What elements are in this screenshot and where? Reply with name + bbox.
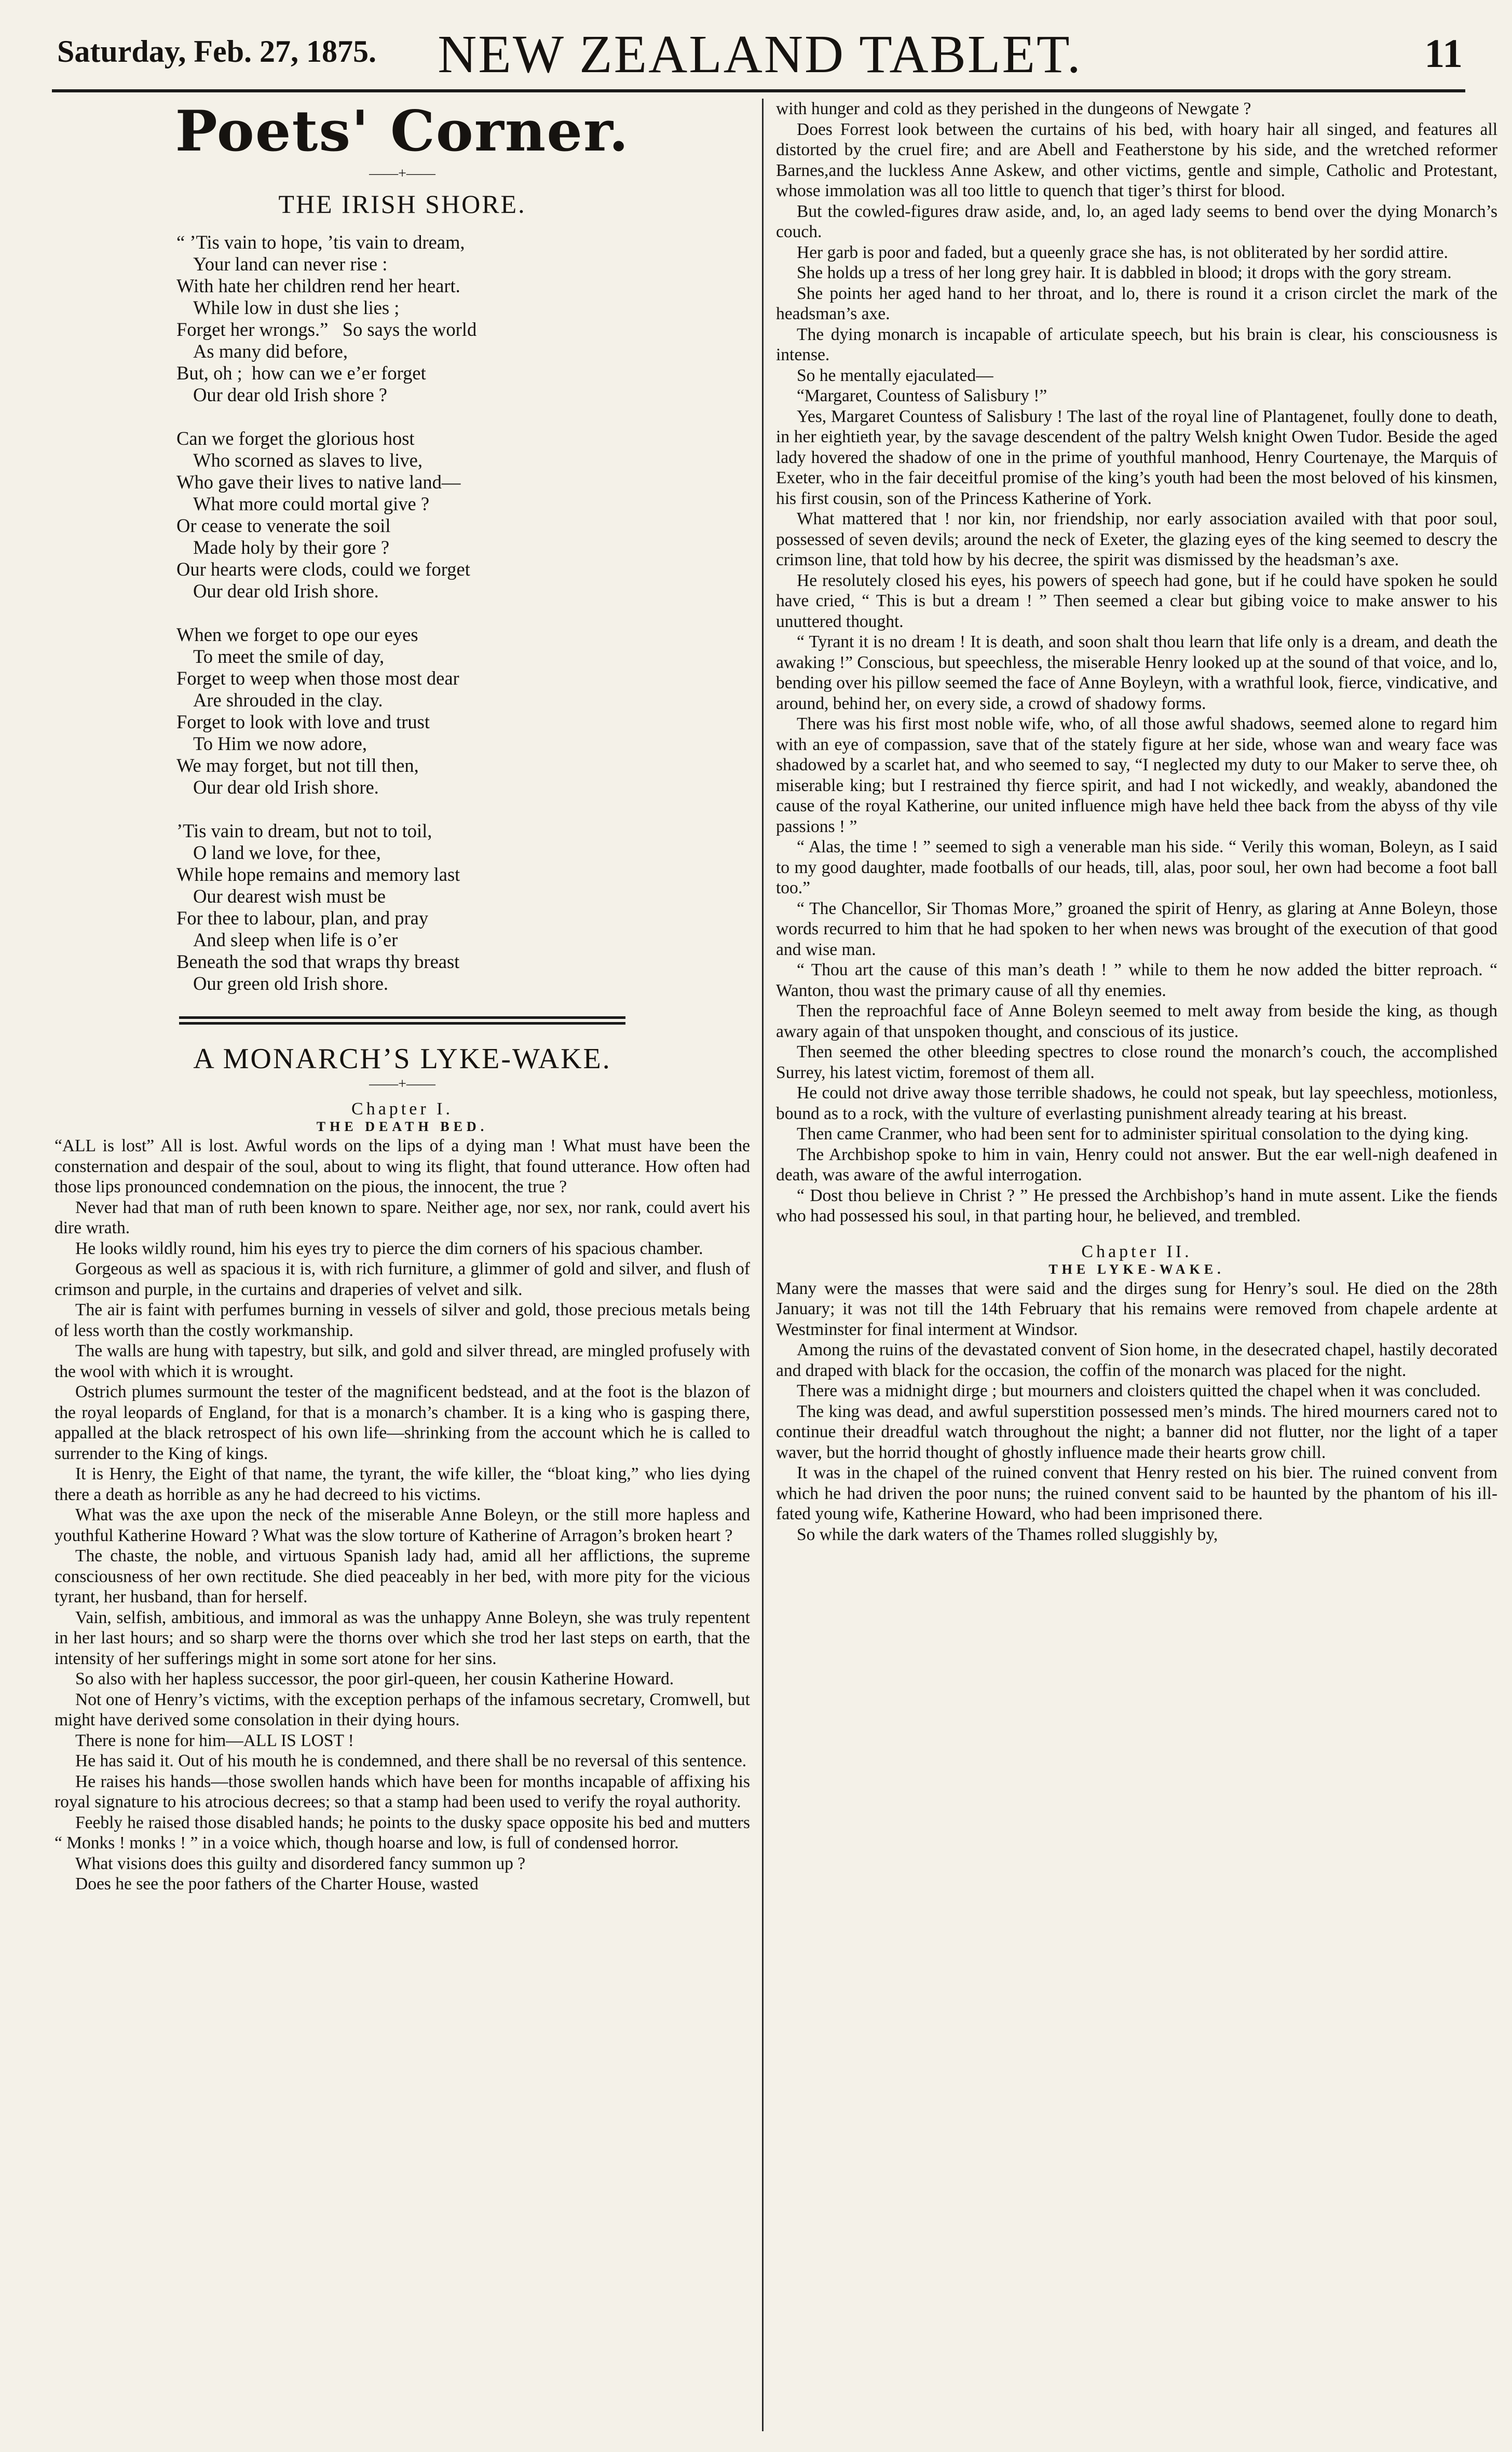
poem-line: While hope remains and memory last [176,864,460,885]
paragraph: Gorgeous as well as spacious it is, with rich furniture, a glimmer of gold and silver, and flush of crimson and purple, in the curtains and draperies of velvet and silk. [55,1259,750,1299]
paragraph: Does he see the poor fathers of the Charter House, wasted [75,1874,479,1894]
paragraph: Never had that man of ruth been known to spare. Neither age, nor sex, nor rank, could avert his dire wrath. [55,1197,750,1237]
chapter-two-subheading: THE LYKE-WAKE. [1048,1261,1225,1277]
story-text-right [776,99,1497,1227]
poem-line: As many did before, [193,340,348,362]
poem-line: Forget to look with love and trust [176,711,430,732]
chapter-two-heading: Chapter II. [1081,1242,1192,1261]
paragraph: It was in the chapel of the ruined convent that Henry rested on his bier. The ruined convent from which he had driven the poor nuns; the ruined convent said to be haunted by the phantom of his ill-fated young wife, Katherine Howard, who had been imprisoned there. [776,1463,1497,1523]
poem-line: With hate her children rend her heart. [176,275,460,296]
paragraph: Not one of Henry’s victims, with the exception perhaps of the infamous secretary, Cromwell, but might have derived some consolation in their dying hours. [55,1690,750,1729]
paragraph: Then the reproachful face of Anne Boleyn seemed to melt away from beside the king, as though awary again of that unspoken thought, and conscious of its justice. [776,1001,1497,1041]
paragraph: She holds up a tress of her long grey hair. It is dabbled in blood; it drops with the gory stream. [797,263,1452,282]
paragraph: “ALL is lost” All is lost. Awful words on the lips of a dying man ! What must have been the consternation and despair of the soul, about to wing its flight, that found utterance. How often had those lips pronounced condemnation on the pious, the innocent, the true ? [55,1136,750,1196]
paragraph: Vain, selfish, ambitious, and immoral as was the unhappy Anne Boleyn, she was truly repentent in her last hours; and so sharp were the thorns over which she trod her last steps on earth, that the intensity of her sufferings might in some sort atone for her sins. [55,1608,750,1668]
poem-title: THE IRISH SHORE. [278,189,526,219]
poem-line: And sleep when life is o’er [193,929,398,950]
paragraph: But the cowled-figures draw aside, and, lo, an aged lady seems to bend over the dying Monarch’s couch. [776,201,1497,241]
masthead-title: NEW ZEALAND TABLET. [438,24,1082,84]
poem-line: Our dearest wish must be [193,886,386,907]
paragraph: Feebly he raised those disabled hands; he points to the dusky space opposite his bed and mutters “ Monks ! monks ! ” in a voice which, though hoarse and low, is full of condensed horror. [55,1813,750,1852]
paragraph: “ Thou art the cause of this man’s death ! ” while to them he now added the bitter reproach. “ Wanton, thou wast the primary cause of all thy enemies. [776,960,1497,1000]
paragraph: It is Henry, the Eight of that name, the tyrant, the wife killer, the “bloat king,” who lies dying there a death as horrible as any he had decreed to his victims. [55,1464,750,1504]
paragraph: He raises his hands—those swollen hands which have been for months incapable of affixing his royal signature to his atrocious decrees; so that a stamp had been used to verify the royal authority. [55,1772,750,1811]
paragraph: Yes, Margaret Countess of Salisbury ! The last of the royal line of Plantagenet, foully done to death, in her eightieth year, by the savage descendent of the paltry Welsh knight Owen Tudor. Beside the aged lady hovered the shadow of one in the prime of youthful manhood, Henry Courtenaye, the Marquis of Exeter, who in the fair deceitful promise of the king’s youth had been the most beloved of his kinsmen, his first cousin, son of the Princess Katherine of York. [776,406,1497,508]
paragraph: “Margaret, Countess of Salisbury !” [797,386,1047,405]
paragraph: Among the ruins of the devastated convent of Sion home, in the desecrated chapel, hastily decorated and draped with black for the occasion, the coffin of the monarch was placed for the night. [776,1340,1497,1380]
paragraph: There was a midnight dirge ; but mourners and cloisters quitted the chapel when it was concluded. [797,1381,1481,1400]
poem-line: Or cease to venerate the soil [176,515,391,536]
paragraph: There is none for him—ALL IS LOST ! [75,1731,354,1750]
poem-line: To Him we now adore, [193,733,367,754]
poem-line: For thee to labour, plan, and pray [176,907,429,929]
story-ornament-rule: ——+—— [369,1076,435,1092]
left-column [55,99,750,2436]
poem-line: O land we love, for thee, [193,842,381,863]
paragraph: The dying monarch is incapable of articulate speech, but his brain is clear, his consciousness is intense. [776,324,1497,364]
paragraph: with hunger and cold as they perished in the dungeons of Newgate ? [776,99,1251,118]
poem-line: Who scorned as slaves to live, [193,449,423,471]
paragraph: He resolutely closed his eyes, his powers of speech had gone, but if he could have spoken he sould have cried, “ This is but a dream ! ” Then seemed a clear but gibing voice to make answer to his unuttered thought. [776,570,1497,631]
paragraph: Her garb is poor and faded, but a queenly grace she has, is not obliterated by her sordid attire. [797,242,1448,262]
paragraph: “ The Chancellor, Sir Thomas More,” groaned the spirit of Henry, as glaring at Anne Boleyn, those words recurred to him that he had spoken to her when news was brought of the execution of that good and wise man. [776,898,1497,959]
paragraph: The king was dead, and awful superstition possessed men’s minds. The hired mourners cared not to continue their dreadful watch throughout the night; a banner did not flutter, nor the light of a taper waver, but the horrid thought of ghostly influence made their hearts grow chill. [776,1401,1497,1462]
header-rule [52,89,1465,92]
story-text-left [55,1136,750,1895]
ornament-rule: ——+—— [369,166,435,182]
poem-line: Beneath the sod that wraps thy breast [176,951,460,972]
poem-line: Are shrouded in the clay. [193,689,383,711]
poem-line: Our dear old Irish shore. [193,580,379,602]
paragraph: So while the dark waters of the Thames rolled sluggishly by, [797,1524,1218,1544]
poem-line: When we forget to ope our eyes [176,624,418,645]
paragraph: So he mentally ejaculated— [797,365,993,385]
chapter-heading: Chapter I. [351,1099,453,1119]
right-column [776,99,1497,2436]
poem-stanza [176,624,750,798]
poem-line: Your land can never rise : [193,253,388,275]
paragraph: The air is faint with perfumes burning in vessels of silver and gold, those precious metals being of less worth than the costly workmanship. [55,1300,750,1340]
paragraph: Ostrich plumes surmount the tester of the magnificent bedstead, and at the foot is the blazon of the royal leopards of England, for that is a monarch’s chamber. It is a king who is gasping there, appalled at the black retrospect of his own life—shrinking from the account which he is called to surrender to the King of kings. [55,1382,750,1463]
poem-line: Made holy by their gore ? [193,537,390,558]
poem-line: Can we forget the glorious host [176,428,415,449]
poem-line: While low in dust she lies ; [193,297,400,318]
paragraph: He could not drive away those terrible shadows, he could not speak, but lay speechless, motionless, bound as to a rock, with the vulture of everlasting punishment already tearing at his breast. [776,1083,1497,1123]
poem-line: ’Tis vain to dream, but not to toil, [176,820,432,841]
poem-line: Our dear old Irish shore ? [193,384,388,405]
poets-corner-heading: Poets' Corner. [175,99,630,164]
paragraph: What was the axe upon the neck of the miserable Anne Boleyn, or the still more hapless and youthful Katherine Howard ? What was the slow torture of Katherine of Arragon’s broken heart ? [55,1505,750,1545]
page-header [57,21,1463,88]
poem-line: Forget to weep when those most dear [176,668,459,689]
poem-line: Who gave their lives to native land— [176,471,461,493]
paragraph: “ Alas, the time ! ” seemed to sigh a venerable man his side. “ Verily this woman, Boleyn, as I said to my good daughter, made footballs of our heads, till, alas, poor soul, her own had become a foot ball too.” [776,837,1497,897]
paragraph: Many were the masses that were said and the dirges sung for Henry’s soul. He died on the 28th January; it was not till the 14th February that his remains were removed from chapele ardente at Westminster for final interment at Windsor. [776,1278,1497,1339]
paragraph: “ Tyrant it is no dream ! It is death, and soon shalt thou learn that life only is a dream, and death the awaking !” Conscious, but speechless, the miserable Henry looked up at the sound of that voice, and lo, bending over his pillow seemed the face of Anne Boyleyn, with a wrathful look, fierce, vindicative, and around, behind her, on every side, a crowd of shadowy forms. [776,632,1497,713]
paragraph: Then seemed the other bleeding spectres to close round the monarch’s couch, the accomplished Surrey, his latest victim, foremost of them all. [776,1042,1497,1082]
poem-line: Our hearts were clods, could we forget [176,558,470,580]
paragraph: There was his first most noble wife, who, of all those awful shadows, seemed alone to regard him with an eye of compassion, save that of the stately figure at her side, whose wan and weary face was shadowed by a scarlet hat, and who seemed to say, “I neglected my duty to our Maker to serve thee, oh miserable king; but I restrained thy fierce spirit, and had I not wickedly, and weakly, abandoned the cause of the royal Katherine, our united influence migh have held thee back from the abyss of thy vile passions ! ” [776,714,1497,836]
chapter-subheading: THE DEATH BED. [316,1119,488,1134]
poem-line: But, oh ; how can we e’er forget [176,362,426,384]
poem-line: “ ’Tis vain to hope, ’tis vain to dream, [176,231,465,253]
poem-body [176,231,750,995]
poem-stanza [176,231,750,406]
paragraph: The chaste, the noble, and virtuous Spanish lady had, amid all her afflictions, the supreme consciousness of her own rectitude. She died peaceably in her bed, with more pity for the vicious tyrant, her husband, than for herself. [55,1546,750,1606]
story-title: A MONARCH’S LYKE-WAKE. [193,1043,611,1075]
paragraph: Does Forrest look between the curtains of his bed, with hoary hair all singed, and features all distorted by the cruel fire; and are Abell and Featherstone by his side, and the wretched reformer Barnes,and the luckless Anne Askew, and other victims, gentle and simple, Catholic and Protestant, whose immolation was all too little to quench that tiger’s thirst for blood. [776,119,1497,200]
paragraph: “ Dost thou believe in Christ ? ” He pressed the Archbishop’s hand in mute assent. Like the fiends who had possessed his soul, in that parting hour, he believed, and trembled. [776,1186,1497,1225]
poem-line: To meet the smile of day, [193,646,385,667]
poem-line: We may forget, but not till then, [176,755,419,776]
column-divider [762,99,764,2431]
poem-line: What more could mortal give ? [193,493,430,514]
story-text-chapter-two [776,1278,1497,1545]
poem-line: Our green old Irish shore. [193,973,389,994]
page-number: 11 [1424,31,1463,76]
issue-date: Saturday, Feb. 27, 1875. [57,34,377,69]
poem-stanza [176,820,750,995]
paragraph: The walls are hung with tapestry, but silk, and gold and silver thread, are mingled profusely with the wool with which it is wrought. [55,1341,750,1381]
paragraph: What visions does this guilty and disordered fancy summon up ? [75,1854,526,1873]
paragraph: What mattered that ! nor kin, nor friendship, nor early association availed with that poor soul, possessed of seven devils; around the neck of Exeter, the glazing eyes of the king seemed to descry the crimson line, that told how by his decree, the spirit was dismissed by the headsman’s axe. [776,509,1497,569]
paragraph: The Archbishop spoke to him in vain, Henry could not answer. But the ear well-nigh deafened in death, was aware of the awful interrogation. [776,1145,1497,1184]
poem-line: Our dear old Irish shore. [193,777,379,798]
paragraph: He looks wildly round, him his eyes try to pierce the dim corners of his spacious chamber. [75,1238,703,1258]
paragraph: He has said it. Out of his mouth he is condemned, and there shall be no reversal of this sentence. [75,1751,747,1770]
paragraph: Then came Cranmer, who had been sent for to administer spiritual consolation to the dying king. [797,1124,1469,1143]
section-double-rule [179,1016,625,1025]
poem-stanza [176,428,750,602]
paragraph: So also with her hapless successor, the poor girl-queen, her cousin Katherine Howard. [75,1669,674,1688]
poem-line: Forget her wrongs.” So says the world [176,319,477,340]
paragraph: She points her aged hand to her throat, and lo, there is round it a crison circlet the mark of the headsman’s axe. [776,283,1497,323]
